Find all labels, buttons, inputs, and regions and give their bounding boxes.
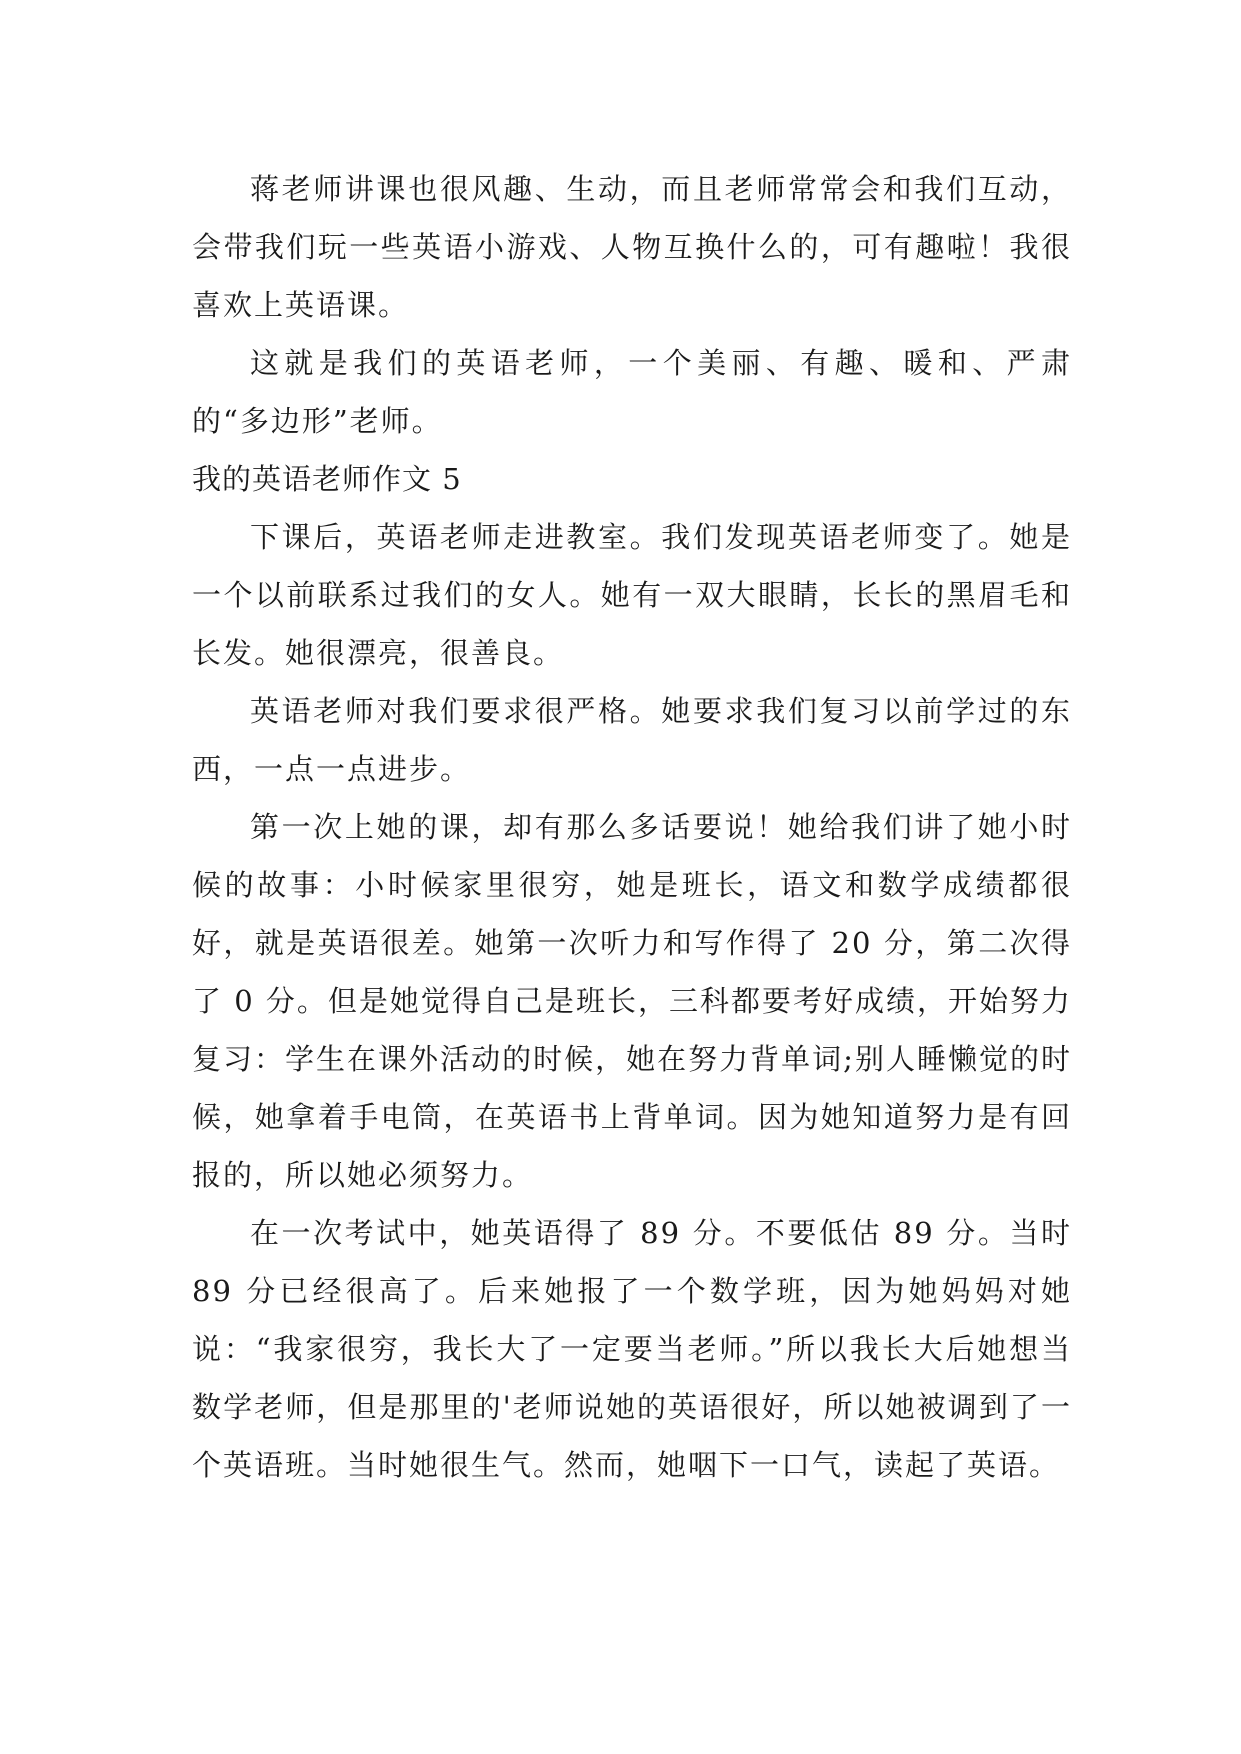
paragraph: 第一次上她的课，却有那么多话要说！她给我们讲了她小时候的故事：小时候家里很穷，她是班长，语文和数学成绩都很好，就是英语很差。她第一次听力和写作得了 20 分，第二次得了 0 分。但是她觉得自己是班长，三科都要考好成绩，开始努力复习：学生在课外活动的时候，她在努力背单词;别人睡懒觉的时候，她拿着手电筒，在英语书上背单词。因为她知道努力是有回报的，所以她必须努力。 xyxy=(192,810,1072,1192)
document-body xyxy=(192,160,1072,1494)
paragraph: 在一次考试中，她英语得了 89 分。不要低估 89 分。当时 89 分已经很高了。后来她报了一个数学班，因为她妈妈对她说：“我家很穷，我长大了一定要当老师。”所以我长大后她想当数学老师，但是那里的'老师说她的英语很好，所以她被调到了一个英语班。当时她很生气。然而，她咽下一口气，读起了英语。 xyxy=(192,1216,1072,1482)
section-heading: 我的英语老师作文 5 xyxy=(192,462,462,496)
paragraph: 这就是我们的英语老师，一个美丽、有趣、暖和、严肃的“多边形”老师。 xyxy=(192,346,1072,438)
paragraph: 下课后，英语老师走进教室。我们发现英语老师变了。她是一个以前联系过我们的女人。她有一双大眼睛，长长的黑眉毛和长发。她很漂亮，很善良。 xyxy=(192,520,1072,670)
paragraph: 蒋老师讲课也很风趣、生动，而且老师常常会和我们互动，会带我们玩一些英语小游戏、人物互换什么的，可有趣啦！我很喜欢上英语课。 xyxy=(192,172,1072,322)
paragraph: 英语老师对我们要求很严格。她要求我们复习以前学过的东西，一点一点进步。 xyxy=(192,694,1072,786)
